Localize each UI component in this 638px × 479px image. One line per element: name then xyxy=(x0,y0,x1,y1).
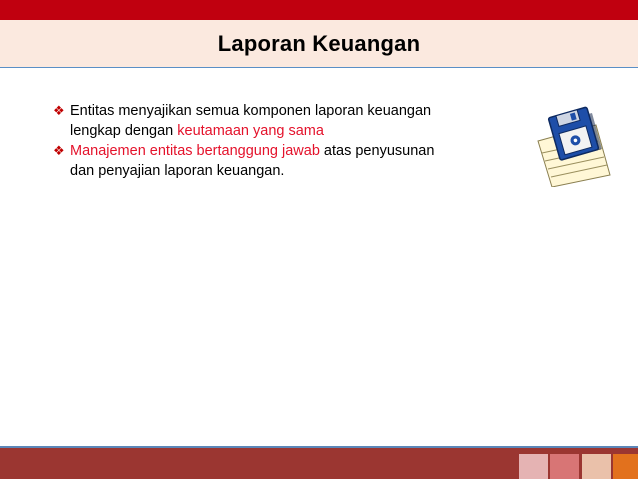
footer-square xyxy=(613,454,638,479)
bullet-item xyxy=(53,101,493,141)
top-bar xyxy=(0,0,638,20)
diamond-bullet-icon: ❖ xyxy=(53,103,65,118)
bullet-item xyxy=(53,141,493,181)
bullet-text: dan penyajian laporan keuangan. xyxy=(70,163,285,179)
bullet-list xyxy=(53,101,493,181)
footer-square xyxy=(550,454,579,479)
footer-square xyxy=(519,454,548,479)
floppy-disk-document-icon xyxy=(532,95,612,187)
highlighted-text: Manajemen entitas bertanggung jawab xyxy=(70,143,320,159)
bullet-text: lengkap dengan xyxy=(70,123,178,139)
slide-title: Laporan Keuangan xyxy=(217,31,421,56)
highlighted-text: keutamaan yang sama xyxy=(177,123,324,139)
bullet-text: Entitas menyajikan semua komponen laporan keuangan xyxy=(70,103,432,119)
footer-square xyxy=(582,454,611,479)
diamond-bullet-icon: ❖ xyxy=(53,143,65,158)
bullet-text: atas penyusunan xyxy=(319,143,435,159)
